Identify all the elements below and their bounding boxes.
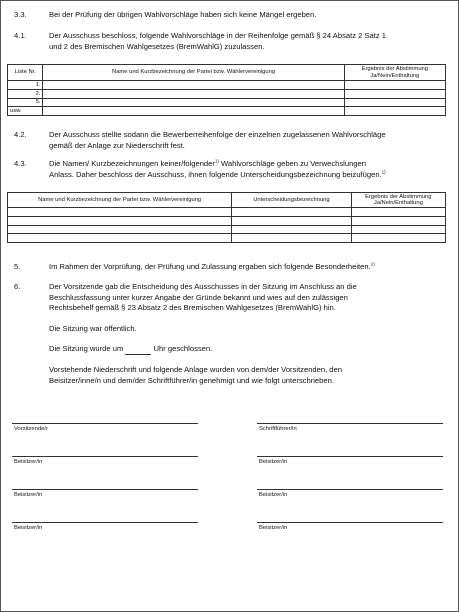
signature-line[interactable] xyxy=(12,489,198,490)
table-row xyxy=(8,234,446,243)
label-cell[interactable] xyxy=(232,208,351,217)
party-name-cell[interactable] xyxy=(43,107,344,116)
section-text-line: Vorstehende Niederschrift und folgende Anlage wurden von dem/der Vorsitzenden, den xyxy=(49,364,342,374)
table-row xyxy=(8,216,446,225)
session-closed-line xyxy=(49,344,444,355)
vote-result-cell[interactable] xyxy=(351,216,445,225)
section-number: 4.3. xyxy=(14,159,27,168)
distinguishing-label-table xyxy=(7,192,446,243)
column-header: Unterscheidungsbezeichnung xyxy=(232,193,351,208)
vote-result-cell[interactable] xyxy=(351,234,445,243)
table-row xyxy=(8,208,446,217)
party-name-cell[interactable] xyxy=(43,89,344,98)
signature-label: Beisitzer/in xyxy=(14,492,43,498)
vote-result-cell[interactable] xyxy=(344,89,445,98)
vote-result-cell[interactable] xyxy=(351,225,445,234)
closing-time-field[interactable] xyxy=(125,347,151,355)
table-row xyxy=(8,89,446,98)
vote-result-cell[interactable] xyxy=(344,107,445,116)
section-number: 6. xyxy=(14,282,21,291)
accepted-proposals-table xyxy=(7,64,446,116)
vote-result-cell[interactable] xyxy=(344,81,445,90)
section-number: 4.1. xyxy=(14,31,27,40)
signature-line[interactable] xyxy=(12,423,198,424)
label-cell[interactable] xyxy=(232,234,351,243)
section-text: Anlass. Daher beschloss der Ausschuss, ihnen folgende Unterscheidungsbezeichnung beizufügen. xyxy=(49,169,382,179)
signature-line[interactable] xyxy=(257,423,443,424)
section-text-line: gemäß der Anlage zur Niederschrift fest. xyxy=(49,140,185,150)
signature-label: Beisitzer/in xyxy=(259,525,288,531)
signature-line[interactable] xyxy=(12,522,198,523)
section-text: Im Rahmen der Vorprüfung, der Prüfung und Zulassung ergaben sich folgende Besonderheiten. xyxy=(49,262,371,271)
signature-label: Schriftführer/in xyxy=(259,426,297,432)
signature-line[interactable] xyxy=(257,489,443,490)
column-header: Name und Kurzbezeichnung der Partei bzw. Wählervereinigung xyxy=(8,193,232,208)
section-text-line: Rechtsbehelf gemäß § 23 Absatz 2 des Bremischen Wahlgesetzes (BremWahlG) hin. xyxy=(49,303,336,313)
party-name-cell[interactable] xyxy=(8,225,232,234)
column-header: Ergebnis der Abstimmung Ja/Nein/Enthaltung xyxy=(351,193,445,208)
row-number: 2. xyxy=(8,89,43,98)
section-number: 3.3. xyxy=(14,10,27,19)
column-header: Name und Kurzbezeichnung der Partei bzw. Wählervereinigung xyxy=(43,65,344,81)
section-text-line: Beschlussfassung unter kurzer Angabe der Gründe bekannt und wies auf den zulässigen xyxy=(49,292,348,302)
table-row xyxy=(8,225,446,234)
section-text: Die Namen/ Kurzbezeichnungen keiner/folgender xyxy=(49,159,215,168)
footnote-marker: 1) xyxy=(381,169,386,175)
party-name-cell[interactable] xyxy=(8,234,232,243)
label-cell[interactable] xyxy=(232,216,351,225)
row-number: 1. xyxy=(8,81,43,90)
row-number: usw. xyxy=(8,107,43,116)
table-row xyxy=(8,81,446,90)
section-number: 4.2. xyxy=(14,130,27,139)
label-cell[interactable] xyxy=(232,225,351,234)
signature-line[interactable] xyxy=(12,456,198,457)
signature-label: Beisitzer/in xyxy=(14,525,43,531)
section-text-line: und 2 des Bremischen Wahlgesetzes (BremWahlG) zuzulassen. xyxy=(49,41,265,51)
row-number: 5. xyxy=(8,98,43,107)
column-header: Liste Nr. xyxy=(8,65,43,81)
section-text: Die Sitzung wurde um xyxy=(49,344,124,354)
signature-label: Beisitzer/in xyxy=(259,492,288,498)
party-name-cell[interactable] xyxy=(8,216,232,225)
party-name-cell[interactable] xyxy=(43,81,344,90)
section-text-line: Der Vorsitzende gab die Entscheidung des Ausschusses in der Sitzung im Anschluss an die xyxy=(49,282,357,291)
section-text: Bei der Prüfung der übrigen Wahlvorschläge haben sich keine Mängel ergeben. xyxy=(49,10,317,19)
signature-line[interactable] xyxy=(257,456,443,457)
section-text: Uhr geschlossen. xyxy=(153,344,213,354)
vote-result-cell[interactable] xyxy=(344,98,445,107)
signature-label: Beisitzer/in xyxy=(14,459,43,465)
column-header: Ergebnis der Abstimmung Ja/Nein/Enthaltung xyxy=(344,65,445,81)
table-row xyxy=(8,107,446,116)
party-name-cell[interactable] xyxy=(43,98,344,107)
vote-result-cell[interactable] xyxy=(351,208,445,217)
signature-label: Vorsitzende/r xyxy=(14,426,48,432)
public-session-text: Die Sitzung war öffentlich. xyxy=(49,323,137,333)
section-text-line: Der Ausschuss beschloss, folgende Wahlvorschläge in der Reihenfolge gemäß § 24 Absatz 2 Satz 1 xyxy=(49,31,386,40)
table-row xyxy=(8,98,446,107)
section-text-line: Beisitzer/inne/n und dem/der Schriftführer/in genehmigt und wie folgt unterschrieben. xyxy=(49,375,334,385)
footnote-marker: 1) xyxy=(370,261,375,267)
party-name-cell[interactable] xyxy=(8,208,232,217)
footnote-marker: 1) xyxy=(214,158,219,164)
section-number: 5. xyxy=(14,262,21,271)
signature-line[interactable] xyxy=(257,522,443,523)
section-text: Wahlvorschläge geben zu Verwechslungen xyxy=(218,159,366,168)
section-text-line: Der Ausschuss stellte sodann die Bewerberreihenfolge der einzelnen zugelassenen Wahlvorschläge xyxy=(49,130,386,139)
signature-label: Beisitzer/in xyxy=(259,459,288,465)
